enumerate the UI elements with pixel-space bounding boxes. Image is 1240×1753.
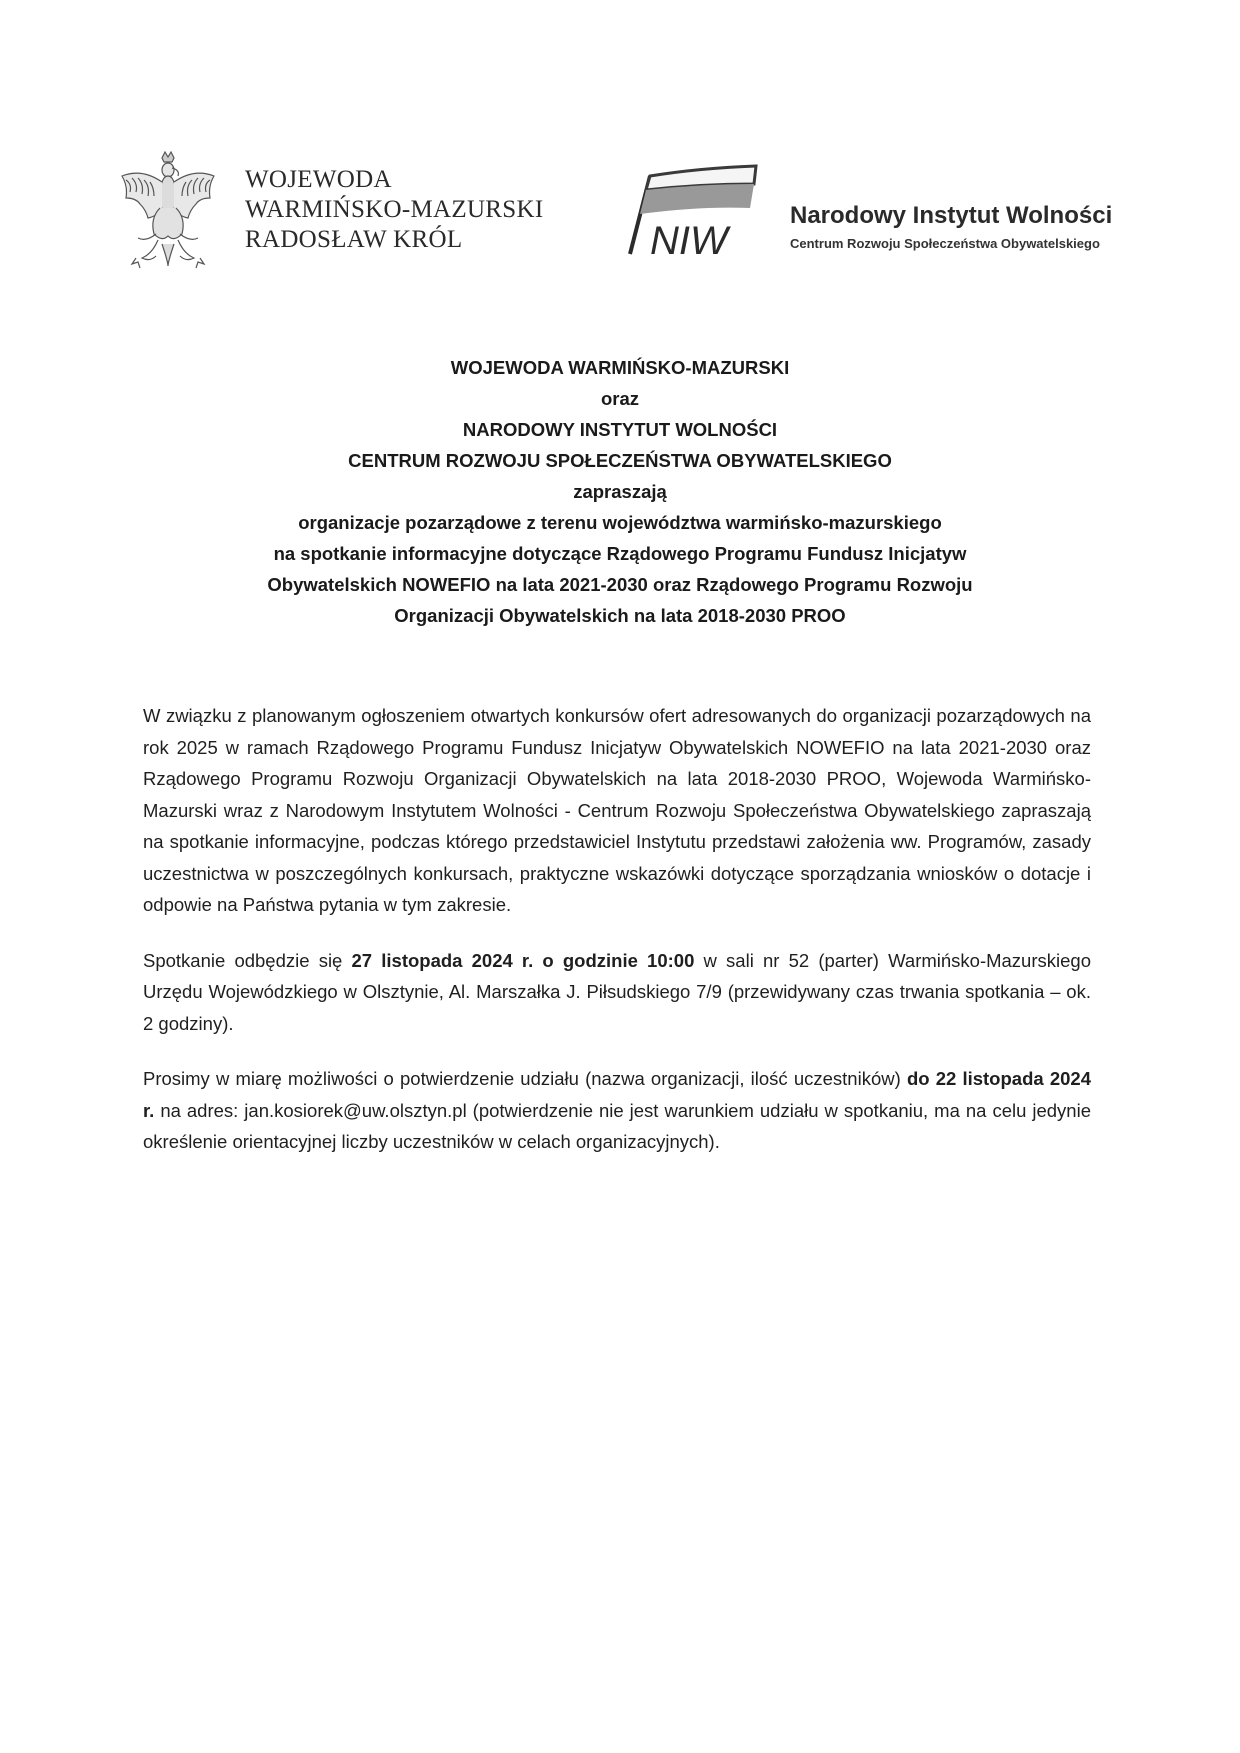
voivodeship-name: WARMIŃSKO-MAZURSKI: [245, 196, 544, 223]
meeting-intro-text: Spotkanie odbędzie się: [143, 949, 352, 971]
confirmation-request-text: Prosimy w miarę możliwości o potwierdzenie udziału (nazwa organizacji, ilość uczestników): [143, 1068, 907, 1089]
title-line: NARODOWY INSTYTUT WOLNOŚCI: [462, 419, 778, 440]
voivode-title: WOJEWODA: [245, 166, 392, 193]
title-line: oraz: [600, 388, 640, 409]
meeting-location-text: w sali nr 52 (parter) Warmińsko-Mazurskiego Urzędu Wojewódzkiego w Olsztynie, Al. Marszałka J. Piłsudskiego 7/9 (przewidywany czas trwania spotkania – ok. 2 godziny).: [143, 949, 1091, 1034]
letterhead: [0, 140, 1240, 270]
title-line: CENTRUM ROZWOJU SPOŁECZEŃSTWA OBYWATELSKIEGO: [348, 450, 892, 471]
title-line: na spotkanie informacyjne dotyczące Rządowego Programu Fundusz Inicjatyw: [273, 543, 967, 564]
niw-logo-text: NIW: [650, 219, 728, 262]
intro-paragraph: W związku z planowanym ogłoszeniem otwartych konkursów ofert adresowanych do organizacji pozarządowych na rok 2025 w ramach Rządowego Programu Fundusz Inicjatyw Obywatelskich NOWEFIO na lata 2021-2030 oraz Rządowego Programu Rozwoju Organizacji Obywatelskich na lata 2018-2030 PROO, Wojewoda Warmińsko-Mazurski wraz z Narodowym Instytutem Wolności - Centrum Rozwoju Społeczeństwa Obywatelskiego zapraszają na spotkanie informacyjne, podczas którego przedstawiciel Instytutu przedstawi założenia ww. Programów, zasady uczestnictwa w poszczególnych konkursach, praktyczne wskazówki dotyczące sporządzania wniosków o dotacje i odpowie na Państwa pytania w tym zakresie.: [143, 705, 1091, 915]
title-line: Obywatelskich NOWEFIO na lata 2021-2030 oraz Rządowego Programu Rozwoju: [267, 574, 973, 595]
meeting-date-time: 27 listopada 2024 r. o godzinie 10:00: [351, 949, 695, 971]
invitation-title: [120, 352, 1120, 631]
niw-institute-subtitle: Centrum Rozwoju Społeczeństwa Obywatelskiego: [790, 236, 1100, 251]
polish-eagle-emblem: [112, 148, 224, 276]
title-line: organizacje pozarządowe z terenu województwa warmińsko-mazurskiego: [298, 512, 942, 533]
confirmation-contact-text: na adres: jan.kosiorek@uw.olsztyn.pl (potwierdzenie nie jest warunkiem udziału w spotkaniu, ma na celu jedynie określenie orientacyjnej liczby uczestników w celach organizacyjnych).: [143, 1099, 1091, 1152]
niw-institute-name: Narodowy Instytut Wolności: [790, 202, 1113, 229]
niw-logo: [610, 162, 760, 262]
confirmation-deadline: do 22 listopada 2024 r.: [143, 1068, 1091, 1121]
voivode-name-block: [245, 165, 543, 255]
title-line: WOJEWODA WARMIŃSKO-MAZURSKI: [450, 357, 790, 378]
title-line: zapraszają: [573, 481, 667, 502]
meeting-details-paragraph: [143, 945, 1091, 1040]
voivode-person-name: RADOSŁAW KRÓL: [245, 226, 463, 253]
invitation-body: [143, 700, 1091, 1182]
title-line: Organizacji Obywatelskich na lata 2018-2030 PROO: [394, 605, 846, 626]
confirmation-paragraph: [143, 1063, 1091, 1158]
